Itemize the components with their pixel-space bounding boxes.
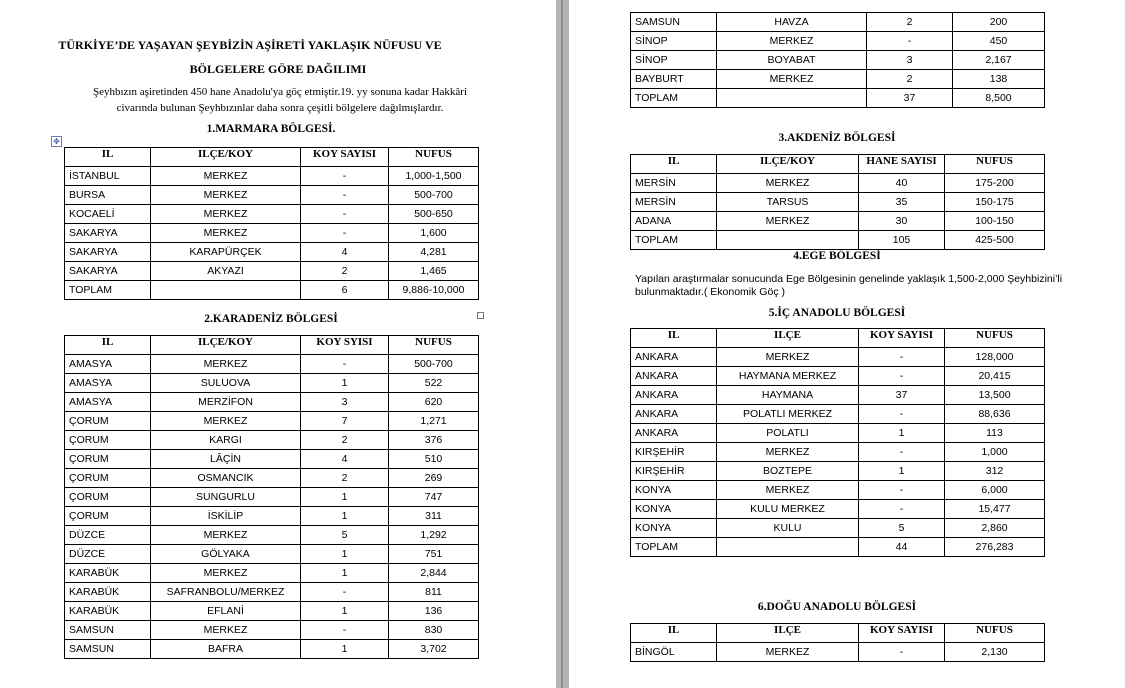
table-cell: 5 [859, 519, 945, 538]
table-cell: 1,000-1,500 [389, 167, 479, 186]
table-cell: - [301, 355, 389, 374]
table-cell: MERKEZ [151, 564, 301, 583]
table-cell: 276,283 [945, 538, 1045, 557]
table-cell: SAKARYA [65, 243, 151, 262]
table-row [65, 262, 479, 281]
table-row [631, 405, 1045, 424]
table-cell: KARABÜK [65, 602, 151, 621]
table-row [65, 583, 479, 602]
column-header: NUFUS [945, 624, 1045, 643]
table-cell: ANKARA [631, 348, 717, 367]
table-row [65, 243, 479, 262]
table-row [631, 32, 1045, 51]
table-cell: 128,000 [945, 348, 1045, 367]
karadeniz-table-continued [630, 12, 1045, 108]
table-cell: 450 [953, 32, 1045, 51]
table-row [631, 51, 1045, 70]
table-cell: İSKİLİP [151, 507, 301, 526]
column-header: HANE SAYISI [859, 155, 945, 174]
table-cell: - [301, 583, 389, 602]
table-header-row [65, 148, 479, 167]
table-cell: 522 [389, 374, 479, 393]
table-cell: KARAPÜRÇEK [151, 243, 301, 262]
table-cell: ANKARA [631, 405, 717, 424]
table-cell: 88,636 [945, 405, 1045, 424]
column-header: ILÇE [717, 624, 859, 643]
table-cell: MERKEZ [151, 412, 301, 431]
akdeniz-title: 3.AKDENİZ BÖLGESİ [778, 132, 896, 144]
table-cell: 620 [389, 393, 479, 412]
table-cell: ÇORUM [65, 488, 151, 507]
table-cell: 1 [301, 564, 389, 583]
table-row [65, 450, 479, 469]
table-cell: KIRŞEHİR [631, 462, 717, 481]
table-cell: - [859, 643, 945, 662]
document-page-left [0, 0, 556, 688]
table-row [65, 640, 479, 659]
table-cell: - [859, 443, 945, 462]
table-cell: 1,600 [389, 224, 479, 243]
table-cell [717, 538, 859, 557]
table-cell: 500-700 [389, 186, 479, 205]
table-cell: - [859, 500, 945, 519]
table-cell: 37 [867, 89, 953, 108]
table-cell: 500-650 [389, 205, 479, 224]
table-cell: SAMSUN [65, 621, 151, 640]
table-cell: SİNOP [631, 51, 717, 70]
table-row [631, 424, 1045, 443]
table-cell: BURSA [65, 186, 151, 205]
table-row [631, 231, 1045, 250]
table-cell [717, 231, 859, 250]
table-cell: 100-150 [945, 212, 1045, 231]
move-handle-icon[interactable]: ✥ [51, 136, 62, 147]
table-cell: 1,000 [945, 443, 1045, 462]
table-cell: ANKARA [631, 424, 717, 443]
table-cell: 37 [859, 386, 945, 405]
table-cell: 1 [301, 602, 389, 621]
akdeniz-table [630, 154, 1045, 250]
ege-line-2: bulunmaktadır.( Ekonomik Göç ) [635, 286, 785, 298]
table-cell: MERKEZ [717, 174, 859, 193]
table-cell: MERZİFON [151, 393, 301, 412]
table-cell: 2,844 [389, 564, 479, 583]
ege-paragraph [635, 273, 1075, 299]
table-row [631, 70, 1045, 89]
table-cell: MERKEZ [717, 443, 859, 462]
table-cell: 20,415 [945, 367, 1045, 386]
table-cell: 1,292 [389, 526, 479, 545]
table-header-row [65, 336, 479, 355]
table-cell: KONYA [631, 500, 717, 519]
table-row [631, 193, 1045, 212]
table-cell: 35 [859, 193, 945, 212]
table-cell: 7 [301, 412, 389, 431]
table-cell: SULUOVA [151, 374, 301, 393]
table-cell: 113 [945, 424, 1045, 443]
table-cell: TARSUS [717, 193, 859, 212]
karadeniz-table [64, 335, 479, 659]
marmara-table [64, 147, 479, 300]
table-row [65, 526, 479, 545]
table-cell: - [301, 205, 389, 224]
table-cell: 1,271 [389, 412, 479, 431]
table-cell: SAKARYA [65, 262, 151, 281]
table-cell: 44 [859, 538, 945, 557]
table-cell: - [859, 367, 945, 386]
column-header: ILÇE/KOY [151, 148, 301, 167]
table-cell [717, 89, 867, 108]
table-cell: POLATLI [717, 424, 859, 443]
table-cell: 2,167 [953, 51, 1045, 70]
table-cell: - [301, 167, 389, 186]
table-row [65, 621, 479, 640]
table-row [631, 443, 1045, 462]
table-cell: 4 [301, 243, 389, 262]
table-cell: 747 [389, 488, 479, 507]
table-cell: 269 [389, 469, 479, 488]
table-cell: MERKEZ [151, 186, 301, 205]
table-cell: SUNGURLU [151, 488, 301, 507]
table-cell: SAMSUN [65, 640, 151, 659]
table-row [65, 602, 479, 621]
table-cell: TOPLAM [631, 89, 717, 108]
intro-paragraph [55, 84, 505, 116]
table-row [65, 488, 479, 507]
table-row [631, 500, 1045, 519]
table-cell: MERKEZ [151, 224, 301, 243]
table-cell: KARABÜK [65, 583, 151, 602]
table-cell: SAMSUN [631, 13, 717, 32]
table-header-row [631, 155, 1045, 174]
table-cell: MERKEZ [151, 526, 301, 545]
table-row [631, 481, 1045, 500]
table-row [65, 205, 479, 224]
table-cell: 13,500 [945, 386, 1045, 405]
document-title-line2: BÖLGELERE GÖRE DAĞILIMI [189, 62, 367, 76]
column-header: IL [65, 148, 151, 167]
intro-line-2: civarında bulunan Şeyhbızınlar daha sonra çeşitli bölgelere dağılmışlardır. [116, 102, 444, 114]
column-header: KOY SYISI [301, 336, 389, 355]
table-cell: 1,465 [389, 262, 479, 281]
table-cell: KOCAELİ [65, 205, 151, 224]
table-cell: 9,886-10,000 [389, 281, 479, 300]
table-cell: MERKEZ [151, 167, 301, 186]
table-cell: HAYMANA MERKEZ [717, 367, 859, 386]
table-cell: 2 [301, 262, 389, 281]
table-cell: TOPLAM [65, 281, 151, 300]
doguanadolu-title: 6.DOĞU ANADOLU BÖLGESİ [757, 601, 917, 613]
table-cell: 1 [301, 488, 389, 507]
table-row [65, 507, 479, 526]
column-header: ILÇE/KOY [717, 155, 859, 174]
table-cell: MERKEZ [717, 481, 859, 500]
table-cell: ÇORUM [65, 412, 151, 431]
icanadolu-table [630, 328, 1045, 557]
table-cell: 150-175 [945, 193, 1045, 212]
table-cell: 311 [389, 507, 479, 526]
table-cell: MERKEZ [717, 32, 867, 51]
table-row [65, 564, 479, 583]
table-cell: LÂÇİN [151, 450, 301, 469]
intro-line-1: Şeyhbızın aşiretinden 450 hane Anadolu'ya göç etmiştir.19. yy sonuna kadar Hakkâri [92, 86, 468, 98]
table-row [631, 367, 1045, 386]
table-header-row [631, 624, 1045, 643]
table-row [631, 386, 1045, 405]
column-header: KOY SAYISI [859, 329, 945, 348]
table-cell: 510 [389, 450, 479, 469]
table-cell: 2 [301, 431, 389, 450]
table-cell: MERKEZ [717, 348, 859, 367]
table-row [65, 355, 479, 374]
document-title-line1: TÜRKİYE’DE YAŞAYAN ŞEYBİZİN AŞİRETİ YAKLAŞIK NÜFUSU VE [58, 38, 442, 52]
table-cell: 3,702 [389, 640, 479, 659]
table-cell: MERKEZ [717, 212, 859, 231]
table-row [65, 545, 479, 564]
table-cell: 1 [301, 545, 389, 564]
table-cell: MERKEZ [151, 355, 301, 374]
table-cell: GÖLYAKA [151, 545, 301, 564]
table-cell: ÇORUM [65, 450, 151, 469]
table-cell: EFLANİ [151, 602, 301, 621]
table-cell: BOYABAT [717, 51, 867, 70]
table-cell: SAKARYA [65, 224, 151, 243]
icanadolu-title: 5.İÇ ANADOLU BÖLGESİ [768, 307, 906, 319]
table-cell: 2,860 [945, 519, 1045, 538]
table-row [65, 431, 479, 450]
table-cell: 15,477 [945, 500, 1045, 519]
table-cell: 136 [389, 602, 479, 621]
ege-line-1: Yapılan araştırmalar sonucunda Ege Bölgesinin genelinde yaklaşık 1,500-2,000 Şeyhbizini’li [635, 273, 1063, 285]
table-cell: AMASYA [65, 355, 151, 374]
page-divider [561, 0, 563, 688]
table-cell: HAYMANA [717, 386, 859, 405]
table-cell: POLATLI MERKEZ [717, 405, 859, 424]
document-page-right [569, 0, 1125, 688]
ege-title: 4.EGE BÖLGESİ [793, 250, 881, 262]
table-row [65, 167, 479, 186]
table-cell: 312 [945, 462, 1045, 481]
table-cell: - [301, 224, 389, 243]
table-cell: ÇORUM [65, 469, 151, 488]
table-cell: MERKEZ [717, 643, 859, 662]
table-cell: BOZTEPE [717, 462, 859, 481]
column-header: NUFUS [945, 329, 1045, 348]
table-cell: ÇORUM [65, 431, 151, 450]
table-cell: KIRŞEHİR [631, 443, 717, 462]
table-cell: - [859, 481, 945, 500]
table-cell: MERKEZ [717, 70, 867, 89]
table-row [631, 89, 1045, 108]
table-cell [151, 281, 301, 300]
table-row [631, 212, 1045, 231]
table-cell: OSMANCIK [151, 469, 301, 488]
table-cell: 1 [859, 462, 945, 481]
table-row [65, 281, 479, 300]
table-row [65, 374, 479, 393]
table-cell: KARABÜK [65, 564, 151, 583]
table-row [65, 412, 479, 431]
table-cell: MERKEZ [151, 205, 301, 224]
table-cell: 1 [301, 640, 389, 659]
table-cell: KULU [717, 519, 859, 538]
table-cell: - [867, 32, 953, 51]
marmara-title: 1.MARMARA BÖLGESİ. [206, 123, 336, 135]
table-cell: ANKARA [631, 367, 717, 386]
table-cell: AMASYA [65, 393, 151, 412]
table-cell: 6 [301, 281, 389, 300]
column-header: NUFUS [389, 148, 479, 167]
table-cell: MERSİN [631, 174, 717, 193]
table-cell: MERSİN [631, 193, 717, 212]
table-cell: ANKARA [631, 386, 717, 405]
table-cell: DÜZCE [65, 526, 151, 545]
table-cell: 175-200 [945, 174, 1045, 193]
table-cell: BAYBURT [631, 70, 717, 89]
table-cell: 1 [301, 507, 389, 526]
column-header: ILÇE [717, 329, 859, 348]
table-cell: 2 [867, 70, 953, 89]
table-cell: SİNOP [631, 32, 717, 51]
table-cell: AMASYA [65, 374, 151, 393]
table-cell: 425-500 [945, 231, 1045, 250]
table-cell: MERKEZ [151, 621, 301, 640]
table-cell: 751 [389, 545, 479, 564]
table-cell: 3 [301, 393, 389, 412]
table-cell: 376 [389, 431, 479, 450]
table-header-row [631, 329, 1045, 348]
column-header: KOY SAYISI [859, 624, 945, 643]
table-cell: 2 [867, 13, 953, 32]
table-cell: KONYA [631, 519, 717, 538]
table-cell: 5 [301, 526, 389, 545]
table-cell: 138 [953, 70, 1045, 89]
table-cell: 2,130 [945, 643, 1045, 662]
table-cell: TOPLAM [631, 538, 717, 557]
table-row [631, 643, 1045, 662]
table-cell: 40 [859, 174, 945, 193]
table-cell: 1 [859, 424, 945, 443]
column-header: IL [631, 624, 717, 643]
table-cell: - [301, 621, 389, 640]
table-cell: KULU MERKEZ [717, 500, 859, 519]
table-cell: 200 [953, 13, 1045, 32]
table-cell: 6,000 [945, 481, 1045, 500]
column-header: IL [631, 155, 717, 174]
table-row [631, 462, 1045, 481]
table-cell: KONYA [631, 481, 717, 500]
table-cell: İSTANBUL [65, 167, 151, 186]
table-cell: - [859, 348, 945, 367]
table-cell: 4 [301, 450, 389, 469]
table-cell: 4,281 [389, 243, 479, 262]
table-resize-handle[interactable] [477, 312, 484, 319]
column-header: NUFUS [945, 155, 1045, 174]
table-cell: 3 [867, 51, 953, 70]
table-cell: 2 [301, 469, 389, 488]
column-header: ILÇE/KOY [151, 336, 301, 355]
column-header: NUFUS [389, 336, 479, 355]
karadeniz-title: 2.KARADENİZ BÖLGESİ [204, 313, 338, 325]
table-cell: - [301, 186, 389, 205]
table-row [631, 519, 1045, 538]
table-cell: AKYAZI [151, 262, 301, 281]
table-cell: KARGI [151, 431, 301, 450]
table-cell: SAFRANBOLU/MERKEZ [151, 583, 301, 602]
table-cell: ADANA [631, 212, 717, 231]
table-cell: HAVZA [717, 13, 867, 32]
table-cell: BİNGÖL [631, 643, 717, 662]
table-cell: 1 [301, 374, 389, 393]
column-header: KOY SAYISI [301, 148, 389, 167]
column-header: IL [65, 336, 151, 355]
table-row [631, 538, 1045, 557]
table-row [631, 174, 1045, 193]
table-cell: DÜZCE [65, 545, 151, 564]
table-row [65, 186, 479, 205]
table-row [631, 348, 1045, 367]
table-cell: 8,500 [953, 89, 1045, 108]
doguanadolu-table [630, 623, 1045, 662]
table-cell: 830 [389, 621, 479, 640]
table-row [65, 224, 479, 243]
table-cell: 105 [859, 231, 945, 250]
table-cell: 500-700 [389, 355, 479, 374]
table-cell: TOPLAM [631, 231, 717, 250]
table-cell: 811 [389, 583, 479, 602]
table-cell: BAFRA [151, 640, 301, 659]
table-row [65, 393, 479, 412]
table-row [65, 469, 479, 488]
table-cell: 30 [859, 212, 945, 231]
table-row [631, 13, 1045, 32]
table-cell: ÇORUM [65, 507, 151, 526]
table-cell: - [859, 405, 945, 424]
column-header: IL [631, 329, 717, 348]
